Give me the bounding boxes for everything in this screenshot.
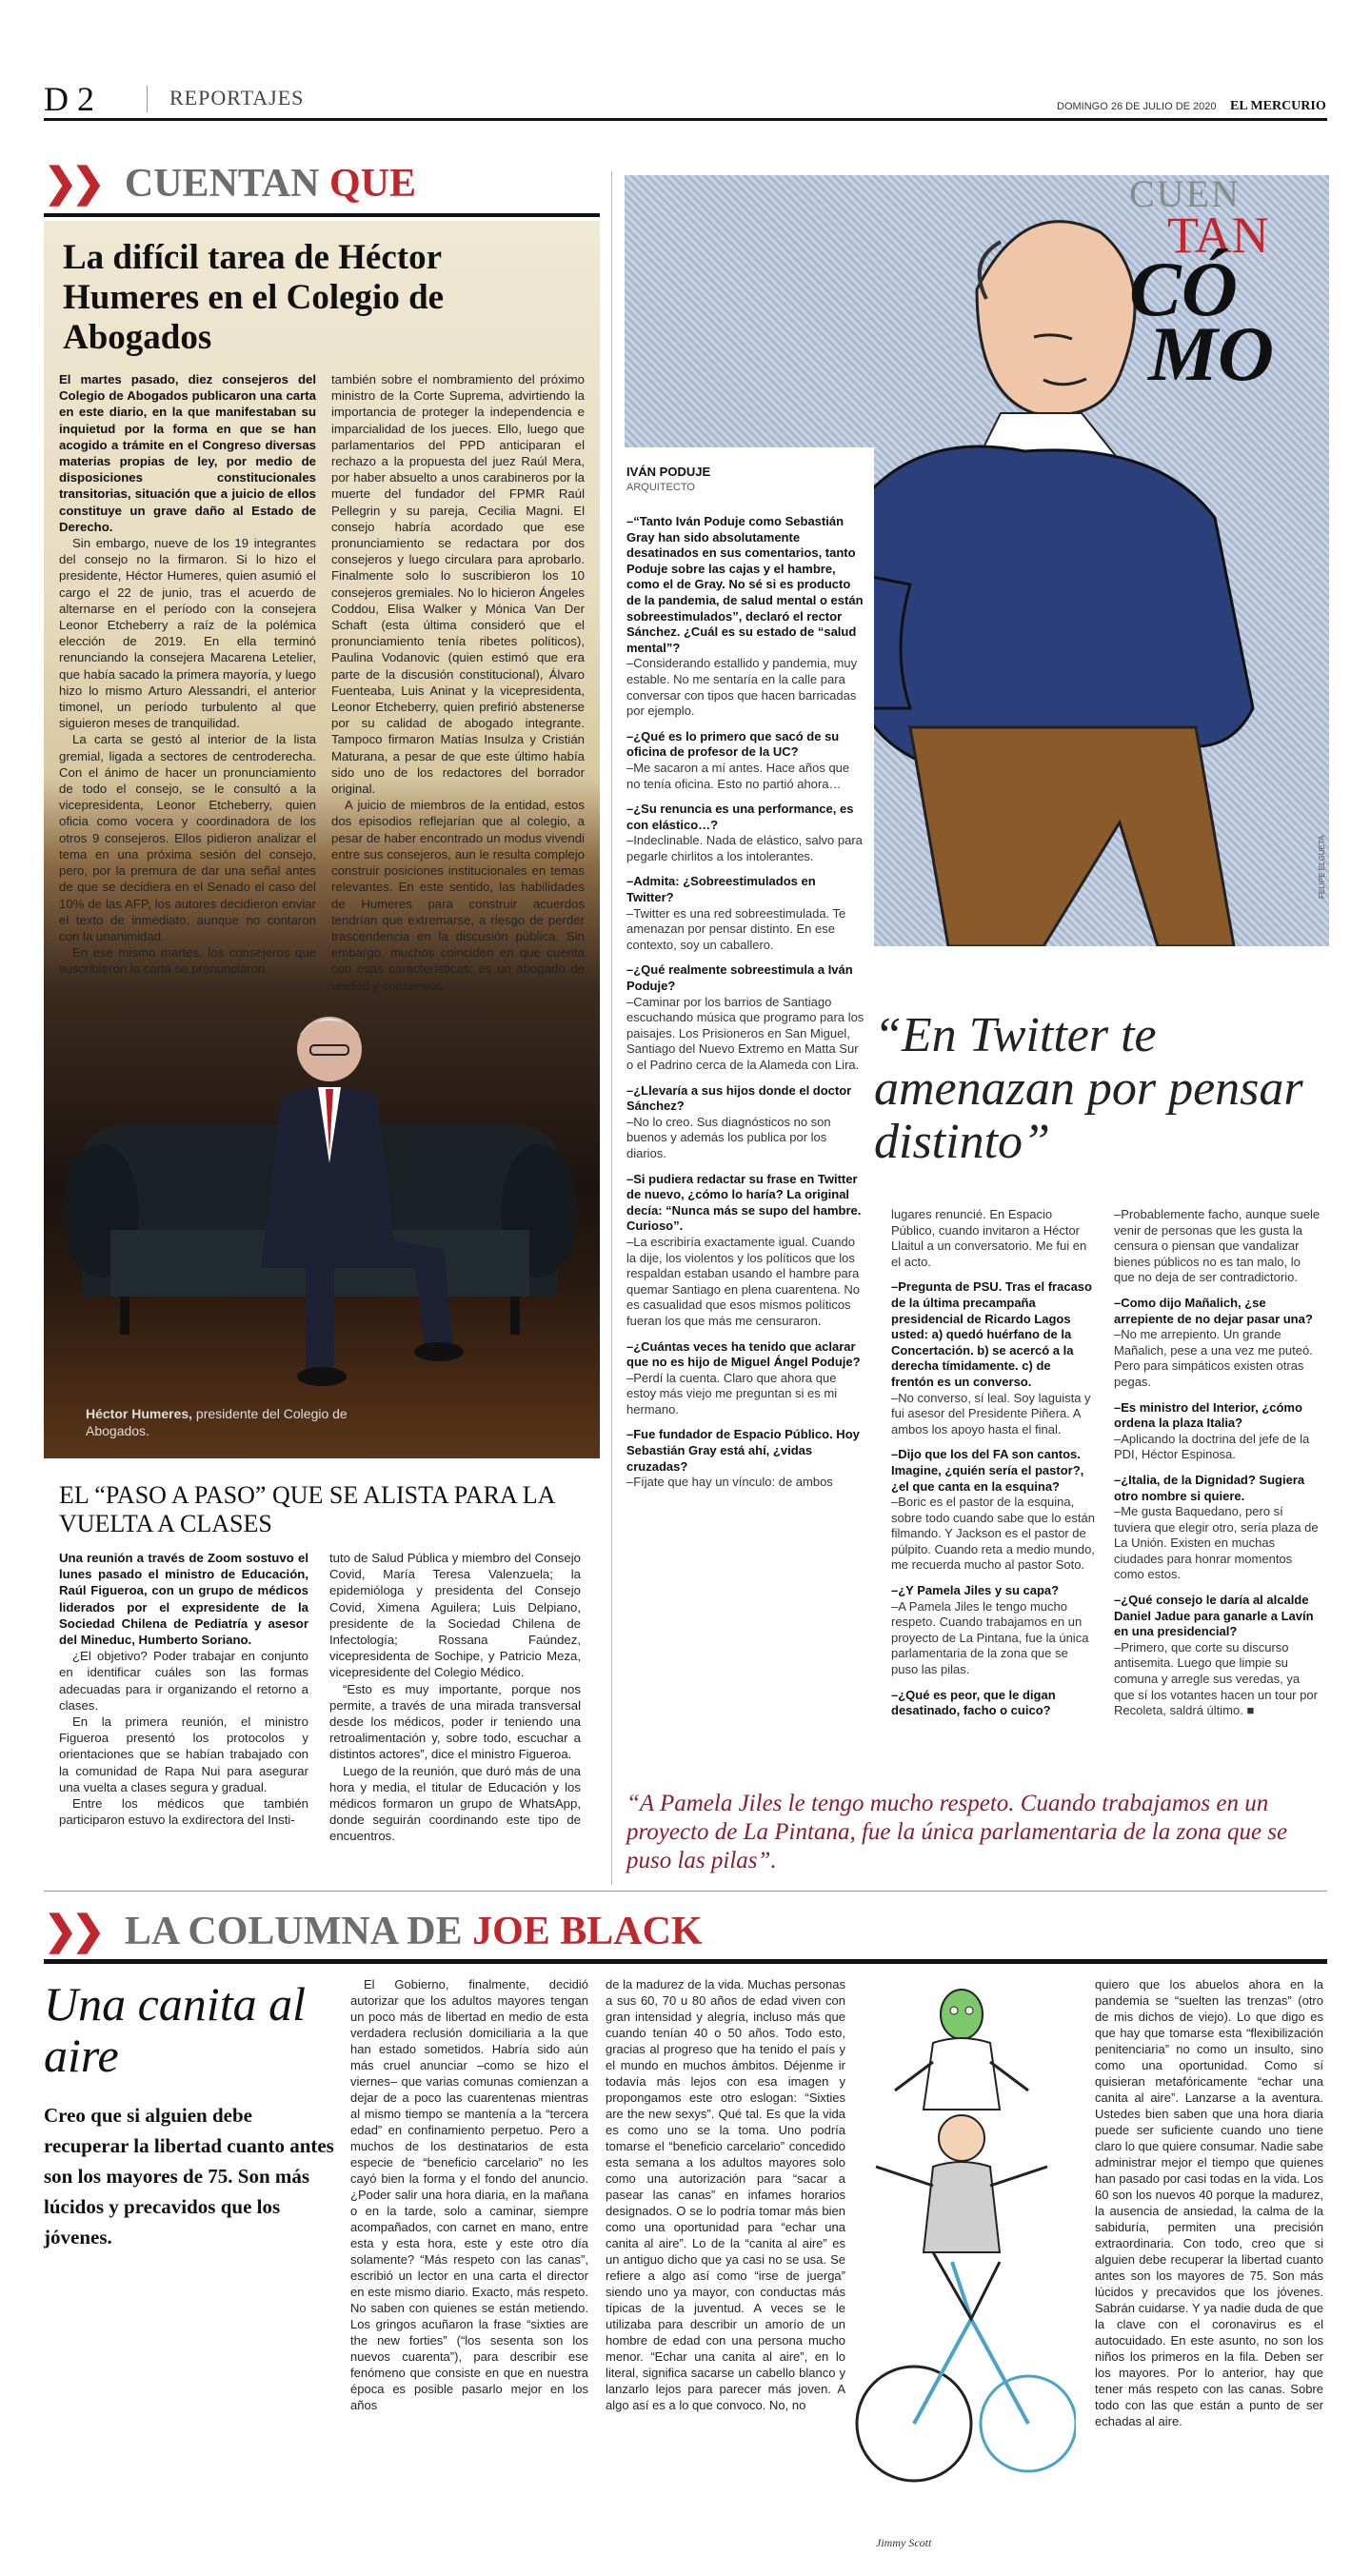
pull-quote: “En Twitter te amenazan por pensar distinto” [874,1008,1303,1169]
qa-answer: –No converso, sí leal. Soy laguista y fui asesor del Presidente Piñera. A ambos los apoyo hasta el final. [891,1390,1091,1437]
paso-paragraph: En la primera reunión, el ministro Figueroa presentó los protocolos y orientaciones que se habían trabajado con la comunidad de Rapa Nui para asegurar una vuelta a clases segura y gradual. [59,1714,308,1794]
qa-question: –Dijo que los del FA son cantos. Imagine, ¿quién sería el pastor?, ¿el que canta en la esquina? [891,1447,1084,1494]
bottom-quote: “A Pamela Jiles le tengo mucho respeto. Cuando trabajamos en un proyecto de La Pintana, fue la única parlamentaria de la zona que se puso las pilas”. [626,1791,1288,1873]
qa-item [891,1447,1095,1574]
story-paragraph: también sobre el nombramiento del próximo ministro de la Corte Suprema, advirtiendo la importancia de proteger la independencia e imparcialidad de los jueces. Ello, luego que parlamentarios del PPD anticiparan el rechazo a la propuesta del juez Raúl Mera, por haber absuelto a unos carabineros por la muerte del fundador del FPMR Raúl Pellegrin y su pareja, Cecilia Magni. El consejo habría acordado que ese pronunciamiento se redactara por dos consejeros y luego circulara para aprobarlo. Finalmente solo lo suscribieron los 10 consejeros gremiales. No lo hicieron Ángeles Coddou, Elisa Walker y Mónica Van Der Schaft (esta última consideró que el pronunciamiento tenía ribetes políticos), Paulina Vodanovic (quien estimó que era parte de la discusión constitucional), Álvaro Fuenteaba, Luis Aninat y la vicepresidenta, Leonor Etcheberry, quien prefirió abstenerse por su calidad de abogado integrante. Tampoco firmaron Matías Insulza y Cristián Maturana, a pesar de que este último había sido uno de los redactores del borrador original. [331,372,585,797]
section-kicker-joe-black [44,1910,703,1953]
story-headline: La difícil tarea de Héctor Humeres en el Colegio de Abogados [63,238,445,357]
kicker-grey: CUENTAN [124,162,329,206]
paso-column-1 [59,1550,308,1828]
story-paragraph: Sin embargo, nueve de los 19 integrantes del consejo no la firmaron. Si lo hizo el presidente, Héctor Humeres, quien asumió el cargo el 22 de junio, tras el acuerdo de alternarse en el período con la consejera Leonor Etcheberry a raíz de la polémica elección de 2019. En ella terminó renunciando la consejera Macarena Letelier, que había sacado la primera mayoría, y luego hizo lo mismo Arturo Alessandri, el anterior timonel, un período turbulento al que siguieron meses de tranquilidad. [59,536,316,731]
story-paragraph: A juicio de miembros de la entidad, estos dos episodios reflejarían que al colegio, a pesar de haber encontrado un modus vivendi entre sus consejeros, aun le resulta complejo construir posiciones institucionales en temas relevantes. En este sentido, las habilidades de Humeres para construir acuerdos tendrían que extremarse, a riesgo de perder trascendencia en la discusión pública. Sin embargo, muchos coinciden en que cuenta con esas características: es un abogado de unidad y consensos. [331,798,585,993]
qa-question: –¿Qué es peor, que le digan desatinado, facho o cuico? [891,1687,1056,1718]
qa-answer: –Considerando estallido y pandemia, muy estable. No me sentaría en la calle para conversar con tipos que hacen barricadas por ejemplo. [626,656,858,719]
qa-question: –¿Italia, de la Dignidad? Sugiera otro nombre si quiere. [1114,1472,1305,1503]
qa-answer: –Indeclinable. Nada de elástico, salvo para pegarle chirlitos a los intolerantes. [626,833,863,863]
story-paragraph: La carta se gestó al interior de la lista gremial, ligada a sectores de centroderecha. Con el ánimo de hacer un pronunciamiento de todo el consejo, se le consultó a la vicepresidenta, Leonor Etcheberry, quien oficia como vocera y coordinadora de los otros 9 consejeros. Ellos pidieron analizar el tema en una próxima sesión del consejo, pero, por la premura de dar una señal antes de que se decidiera en el Senado el caso del 10% de las AFP, los autores decidieron enviar el texto de inmediato, aunque no contaron con la unanimidad. [59,732,316,943]
qa-answer: –Perdí la cuenta. Claro que ahora que estoy más viejo me preguntan si es mi hermano. [626,1370,838,1417]
qa-item [1114,1400,1323,1463]
qa-answer: –Fíjate que hay un vínculo: de ambos [626,1475,833,1490]
column-text-2 [606,1976,845,2413]
qa-item [626,1083,864,1162]
caption-name: Héctor Humeres, [86,1406,193,1421]
qa-question: –¿Qué consejo le daría al alcalde Daniel Jadue para ganarle a Lavín en una presidencial? [1114,1593,1314,1639]
column-title: Una canita al aire [44,1977,306,2082]
column-paragraph: quiero que los abuelos ahora en la pandemia se “suelten las trenzas” (otro de mis dichos de viejo). Lo que digo es que hay que tomarse esta “flexibilización penitenciaria” no como un insulto, sino como una oportunidad. Como sí quisieran metafóricamente “echar una canita al aire”. Lanzarse a la aventura. Ustedes bien saben que una hora diaria puede ser suficiente cuando uno tiene claro lo que quiere consumar. Nadie sabe administrar mejor el tiempo que quienes han pasado por casi todas en la vida. Los 60 son los nuevos 40 porque la madurez, la ausencia de ansiedad, la calma de la sabiduría, permiten una precisión extraordinaria. Con todo, creo que si alguien debe recuperar la libertad cuanto antes son los mayores de 75. Son más lúcidos y precavidos que los jóvenes. Sabrán cuidarse. Y ya nadie duda de que la clave con el coronavirus es el autocuidado. En este asunto, no son los niños los primeros en la fila. Deben ser los mayores. Por lo anterior, hay que tener más respeto con las canas. Sobre todo con las que están a punto de ser echadas al aire. [1095,1977,1323,2428]
newspaper-name: EL MERCURIO [1230,99,1326,113]
paso-paragraph: ¿El objetivo? Poder trabajar en conjunto en identificar cuáles son las formas adecuadas para ir organizando el retorno a clases. [59,1649,308,1713]
qa-answer: –No lo creo. Sus diagnósticos no son buenos y además los publica por los diarios. [626,1114,831,1160]
joe-black-rule [44,1959,1327,1964]
qa-item [1114,1207,1323,1286]
qa-question: –¿Qué realmente sobreestimula a Iván Poduje? [626,962,853,994]
qa-question: –Si pudiera redactar su frase en Twitter de nuevo, ¿cómo lo haría? La original decía: “Nunca más se supo del hambre. Curioso”. [626,1171,862,1234]
qa-question: –¿Qué es lo primero que sacó de su oficina de profesor de la UC? [626,728,840,760]
qa-item [891,1279,1095,1437]
qa-item [891,1583,1095,1678]
cartoon-signature: Jimmy Scott [876,2536,932,2549]
photo-caption [86,1405,371,1439]
column-divider [611,171,612,1885]
qa-answer: –Me gusta Baquedano, pero sí tuviera que elegir otro, sería plaza de La Unión. Existen en muchas ciudades para honrar momentos como estos. [1114,1504,1319,1582]
qa-answer: –Boric es el pastor de la esquina, sobre todo cuando sabe que lo están filmando. Y Jackson es el pastor de púlpito. Cuando reta a medio mundo, me recuerda mucho al pastor Soto. [891,1495,1095,1573]
qa-item [626,729,864,792]
joe-black-top-rule [44,1891,1327,1892]
qa-item [891,1207,1095,1270]
qa-question: –Admita: ¿Sobreestimulados en Twitter? [626,874,816,905]
kicker-red: QUE [328,162,416,206]
qa-question: –¿Llevaría a sus hijos donde el doctor Sánchez? [626,1082,852,1114]
qa-answer: –A Pamela Jiles le tengo mucho respeto. Cuando trabajamos en un proyecto de La Pintana, fue la única parlamentaria de la zona que se puso las pilas. [891,1598,1089,1677]
section-kicker-cuentan-que [44,162,416,206]
column-paragraph: de la madurez de la vida. Muchas personas a sus 60, 70 u 80 años de edad viven con gran intensidad y alegría, incluso más que cuando tenían 40 o 50 años. Todo esto, gracias al progreso que ha tenido el país y el mundo en muchos ámbitos. Déjenme ir todavía más lejos con esa imagen y propongamos este otro eslogan: “Sixties are the new sexys”. Qué tal. Es que la vida es como uno se la toma. Uno podría tomarse el “beneficio carcelario” concedido esta semana a los adultos mayores solo como una autorización para “sacar a pasear las canas” en infames horarios designados. O se lo podría tomar más bien como una oportunidad para “echar una canita al aire”. Lo de la “canita al aire” es un antiguo dicho que ya casi no se usa. Se refiere a algo así como “irse de juerga” siendo uno ya mayor, con conductas más típicas de la juventud. A veces se le utilizaba para describir un amorío de un hombre de edad con una persona mucho menor. “Echar una canita al aire”, en lo literal, significa sacarse un cabello blanco y lanzarlo lejos para parecer más joven. A algo así es a lo que convoco. No, no [606,1977,845,2412]
qa-answer: lugares renuncié. En Espacio Público, cuando invitaron a Héctor Llaitul a un conversatorio. Me fui en el acto. [891,1207,1087,1269]
humeres-photo [44,982,600,1458]
qa-question: –¿Y Pamela Jiles y su capa? [891,1583,1060,1598]
paso-paragraph: Entre los médicos que también participaron estuvo la exdirectora del Insti- [59,1796,308,1828]
qa-answer: –No me arrepiento. Un grande Mañalich, pese a una vez me puteó. Pero para simpáticos existen otras pegas. [1114,1327,1313,1389]
qa-item [1114,1473,1323,1583]
qa-item [626,1172,864,1330]
caption-role: presidente del Colegio de Abogados. [86,1406,348,1438]
story-paragraph: En ese mismo martes, los consejeros que suscribieron la carta se pronunciaron [59,945,316,977]
logo-line: CUEN [1129,175,1241,215]
interviewee-name: IVÁN PODUJE [626,465,711,479]
paso-paragraph: Luego de la reunión, que duró más de una hora y media, el titular de Educación y los médicos formaron un grupo de WhatsApp, donde seguirán coordinando este tipo de encuentros. [329,1763,581,1844]
qa-column-2 [891,1207,1095,1719]
qa-answer: –Aplicando la doctrina del jefe de la PDI, Héctor Espinosa. [1114,1431,1310,1462]
column-deck: Creo que si alguien debe recuperar la libertad cuanto antes son los mayores de 75. Son más lúcidos y precavidos que los jóvenes. [44,2104,334,2249]
kicker-red: JOE BLACK [472,1910,703,1953]
column-text-3 [1095,1976,1323,2429]
qa-question: –“Tanto Iván Poduje como Sebastián Gray han sido absolutamente desatinados en sus comentarios, tanto Poduje sobre las cajas y el hambre, como el de Gray. No sé si es producto de la pandemia, de salud mental o están sobreestimulados”, declaró el rector Sánchez. ¿Cuál es su estado de “salud mental”? [626,514,864,655]
qa-question: –Pregunta de PSU. Tras el fracaso de la última precampaña presidencial de Ricardo Lagos usted: a) quedó huérfano de la Concertación. b) se acercó a la derecha tímidamente. c) de frentón es un converso. [891,1279,1092,1389]
double-arrow-icon: ❯❯ [44,162,100,206]
paso-paragraph: “Esto es muy importante, porque nos permite, a través de una mirada transversal desde los médicos, poder ir teniendo una retroalimentación y, sobre todo, escuchar a distintos actores”, dice el ministro Figueroa. [329,1681,581,1762]
qa-item [1114,1593,1323,1719]
qa-question: –Fue fundador de Espacio Público. Hoy Sebastián Gray está ahí, ¿vidas cruzadas? [626,1427,860,1474]
qa-question: –¿Su renuncia es una performance, es con elástico…? [626,802,854,832]
qa-answer: –La escribiría exactamente igual. Cuando la dije, los violentos y los políticos que los respaldan estaban usando el hambre para quemar Santiago en plena cuarentena. No es casualidad que esos mismos políticos fueran los que más me censuraron. [626,1234,861,1328]
masthead-divider [147,86,148,112]
column-text-1 [350,1976,588,2413]
qa-answer: –Twitter es una red sobreestimulada. Te amenazan por pensar distinto. En ese contexto, soy un caballero. [626,905,846,952]
qa-column-1 [626,505,864,1491]
masthead-rule [44,118,1327,121]
section-label: REPORTAJES [169,86,305,109]
humeres-photo-illustration [44,982,600,1458]
qa-item [626,1339,864,1418]
cuentan-como-logo [1129,175,1329,397]
qa-answer: –Me sacaron a mí antes. Hace años que no tenía oficina. Esto no partió ahora… [626,760,850,791]
story-box [44,221,600,1458]
qa-item [626,514,864,720]
story-column-2 [331,371,585,994]
qa-item [626,962,864,1073]
logo-line: TAN [1167,207,1269,264]
kicker-rule [44,213,600,217]
qa-question: –Es ministro del Interior, ¿cómo ordena la plaza Italia? [1114,1399,1302,1431]
logo-line: MO [1148,310,1275,397]
qa-item [1114,1296,1323,1391]
cartoon-illustration [838,1976,1076,2566]
column-paragraph: El Gobierno, finalmente, decidió autorizar que los adultos mayores tengan un poco más de libertad en medio de esta verdadera reclusión domiciliaria a la que han estado sometidos. Habría sido aún más cruel anunciar –como se hizo el viernes– que varias comunas comienzan a dejar de a poco las cuarentenas mientras al mismo tiempo se mantenía a la “tercera edad” en confinamiento perpetuo. Pero a muchos de los destinatarios de esta especie de “beneficio carcelario” no les cayó bien la forma y el fondo del anuncio. ¿Poder salir una hora diaria, en la mañana o en la tarde, solo a caminar, siempre acompañados, con carnet en mano, entre esta y esta hora, este y este otro día solamente? “Más respeto con las canas”, escribió un lector en una carta el director en este mismo diario. Exacto, más respeto. No saben con quienes se están metiendo. Los gringos acuñaron la frase “sixties are the new forties” (“los sesenta son los nuevos cuarenta”), para describir ese fenómeno que consiste en que en nuestra época es posible pasarlo mejor en los años [350,1977,588,2412]
qa-item [626,802,864,864]
story-column-1 [59,371,316,978]
paso-a-paso-headline: EL “PASO A PASO” QUE SE ALISTA PARA LA VUELTA A CLASES [59,1481,554,1537]
paso-column-2 [329,1550,581,1845]
qa-answer: –Primero, que corte su discurso antisemita. Luego que limpie su comuna y arregle sus veredas, ya que sí los votantes hacen un tour por Recoleta, saldrá último. ■ [1114,1639,1318,1718]
qa-item [626,1427,864,1490]
page-number: D 2 [44,80,94,118]
qa-answer: –Caminar por los barrios de Santiago escuchando música que programo para los paisajes. Los Prisioneros en San Miguel, Santiago del Nuevo Extremo en Matta Sur o el Padrino cerca de la Alameda con Lira. [626,994,864,1072]
page-date: DOMINGO 26 DE JULIO DE 2020 [1057,101,1217,112]
qa-item [626,874,864,953]
qa-item [891,1688,1095,1719]
logo-line: CÓ [1129,246,1238,332]
cartoon [838,1976,1076,2566]
paso-lead: Una reunión a través de Zoom sostuvo el lunes pasado el ministro de Educación, Raúl Figueroa, con un grupo de médicos liderados por el expresidente de la Sociedad Chilena de Pediatría y asesor del Mineduc, Humberto Soriano. [59,1551,308,1648]
qa-question: –Como dijo Mañalich, ¿se arrepiente de no dejar pasar una? [1114,1295,1313,1326]
qa-question: –¿Cuántas veces ha tenido que aclarar que no es hijo de Miguel Ángel Poduje? [626,1338,861,1370]
kicker-grey: LA COLUMNA DE [124,1910,473,1953]
interviewee-role: ARQUITECTO [626,482,695,493]
story-lead: El martes pasado, diez consejeros del Colegio de Abogados publicaron una carta en este diario, en la que manifestaban su inquietud por la forma en que se han acogido a trámite en el Congreso diversas materias propias de ley, por medio de disposiciones constitucionales transitorias, situación que a juicio de ellos constituye un grave daño al Estado de Derecho. [59,372,316,534]
qa-column-3 [1114,1207,1323,1719]
double-arrow-icon: ❯❯ [44,1910,100,1953]
paso-paragraph: tuto de Salud Pública y miembro del Consejo Covid, María Teresa Valenzuela; la epidemióloga y presidenta del Consejo Covid, Ximena Aguilera; Luis Delpiano, presidente de la Sociedad Chilena de Infectología; Rossana Faúndez, vicepresidenta de Sochipe, y Patricio Meza, vicepresidente del Colegio Médico. [329,1551,581,1680]
qa-answer: –Probablemente facho, aunque suele venir de personas que les gusta la censura o piensan que vandalizar bienes públicos no es tan malo, lo que no deja de ser contradictorio. [1114,1207,1321,1285]
photo-credit: FELIPE ELGUETA [1318,835,1326,899]
